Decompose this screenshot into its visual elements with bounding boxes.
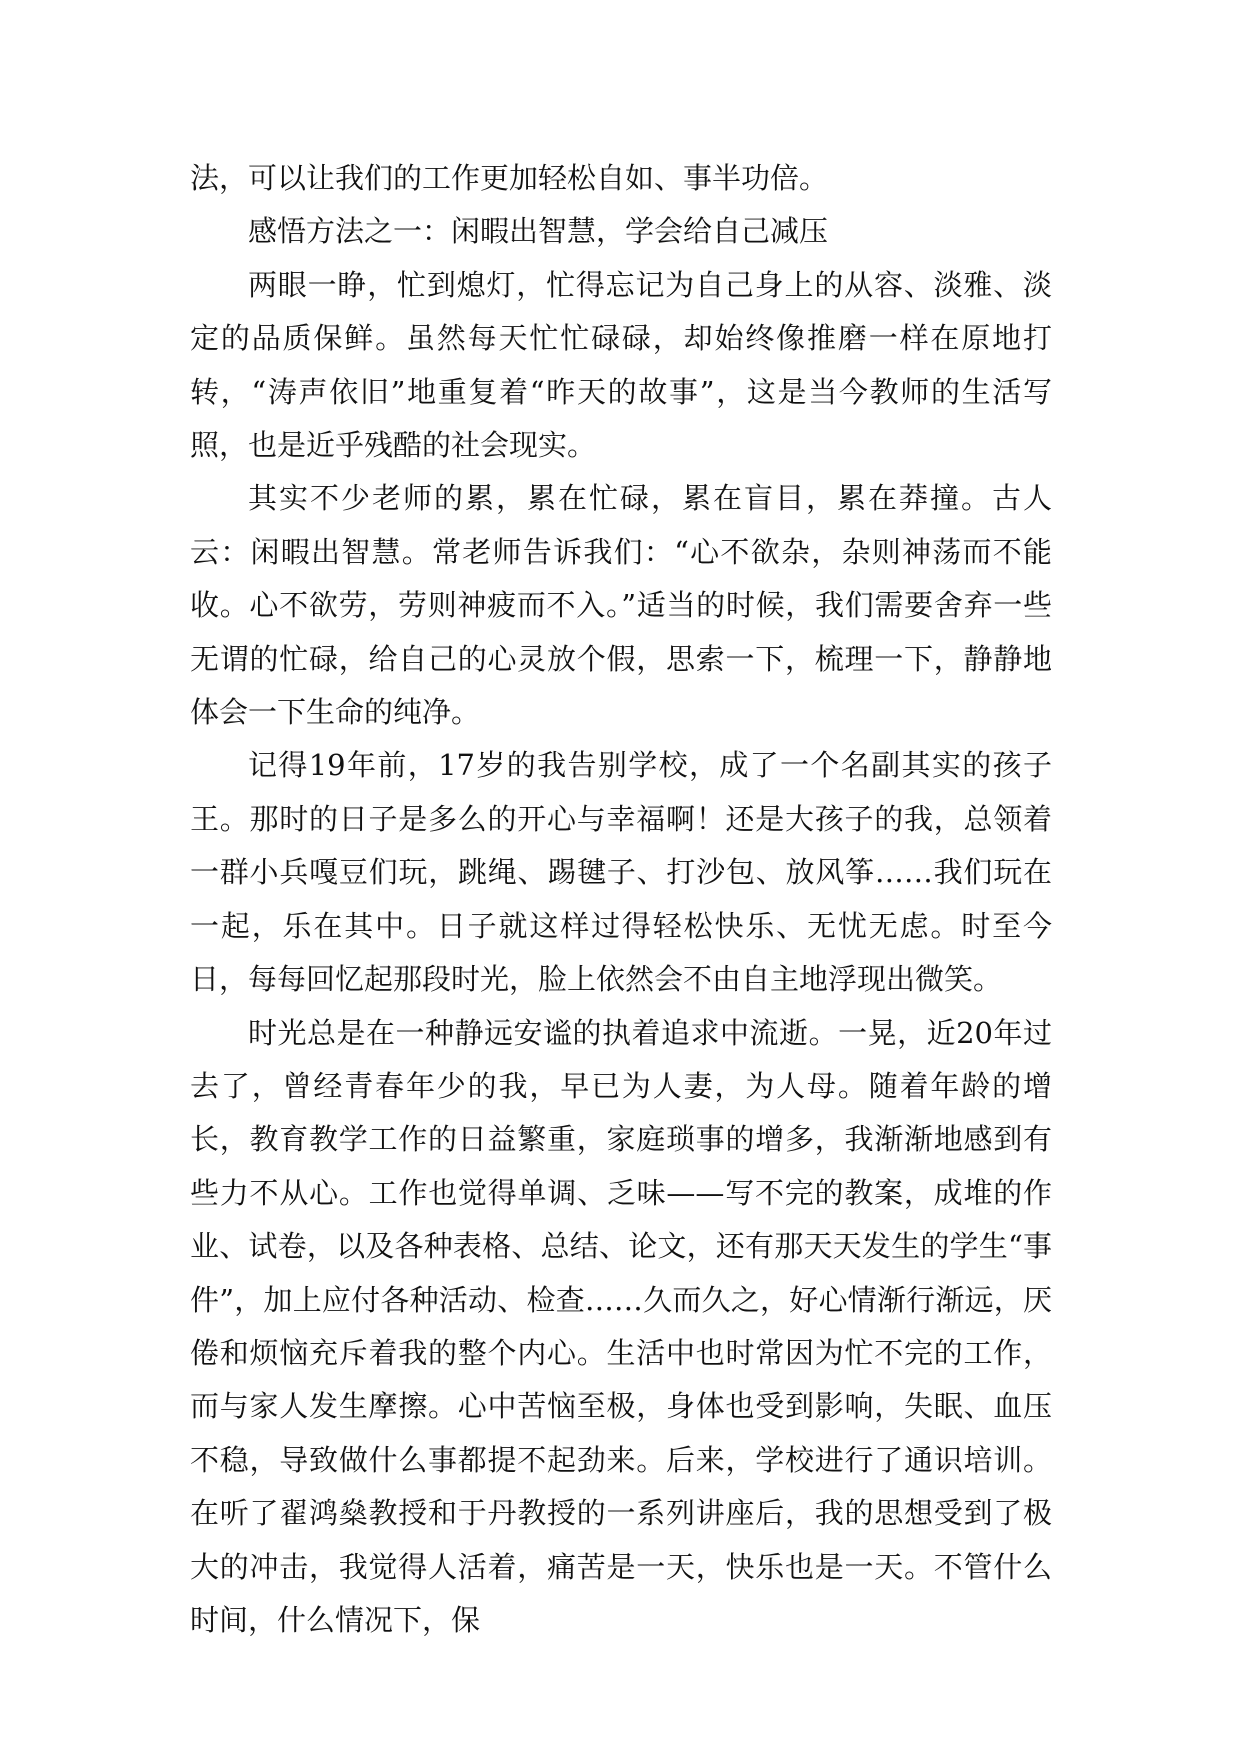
paragraph: 时光总是在一种静远安谧的执着追求中流逝。一晃，近20年过去了，曾经青春年少的我，早已为人妻，为人母。随着年龄的增长，教育教学工作的日益繁重，家庭琐事的增多，我渐渐地感到有些力不从心。工作也觉得单调、乏味——写不完的教案，成堆的作业、试卷，以及各种表格、总结、论文，还有那天天发生的学生“事件”，加上应付各种活动、检查……久而久之，好心情渐行渐远，厌倦和烦恼充斥着我的整个内心。生活中也时常因为忙不完的工作，而与家人发生摩擦。心中苦恼至极，身体也受到影响，失眠、血压不稳，导致做什么事都提不起劲来。后来，学校进行了通识培训。在听了翟鸿燊教授和于丹教授的一系列讲座后，我的思想受到了极大的冲击，我觉得人活着，痛苦是一天，快乐也是一天。不管什么时间，什么情况下，保 <box>190 1015 1052 1637</box>
paragraph: 其实不少老师的累，累在忙碌，累在盲目，累在莽撞。古人云：闲暇出智慧。常老师告诉我们：“心不欲杂，杂则神荡而不能收。心不欲劳，劳则神疲而不入。”适当的时候，我们需要舍弃一些无谓的忙碌，给自己的心灵放个假，思索一下，梳理一下，静静地体会一下生命的纯净。 <box>190 481 1052 730</box>
paragraph: 记得19年前，17岁的我告别学校，成了一个名副其实的孩子王。那时的日子是多么的开心与幸福啊！还是大孩子的我，总领着一群小兵嘎豆们玩，跳绳、踢毽子、打沙包、放风筝……我们玩在一起，乐在其中。日子就这样过得轻松快乐、无忧无虑。时至今日，每每回忆起那段时光，脸上依然会不由自主地浮现出微笑。 <box>190 748 1052 997</box>
document-body <box>190 152 1052 1647</box>
paragraph-continuation: 法，可以让我们的工作更加轻松自如、事半功倍。 <box>190 161 829 195</box>
section-heading: 感悟方法之一：闲暇出智慧，学会给自己减压 <box>248 214 829 249</box>
paragraph: 两眼一睁，忙到熄灯，忙得忘记为自己身上的从容、淡雅、淡定的品质保鲜。虽然每天忙忙碌碌，却始终像推磨一样在原地打转，“涛声依旧”地重复着“昨天的故事”，这是当今教师的生活写照，也是近乎残酷的社会现实。 <box>190 267 1052 463</box>
